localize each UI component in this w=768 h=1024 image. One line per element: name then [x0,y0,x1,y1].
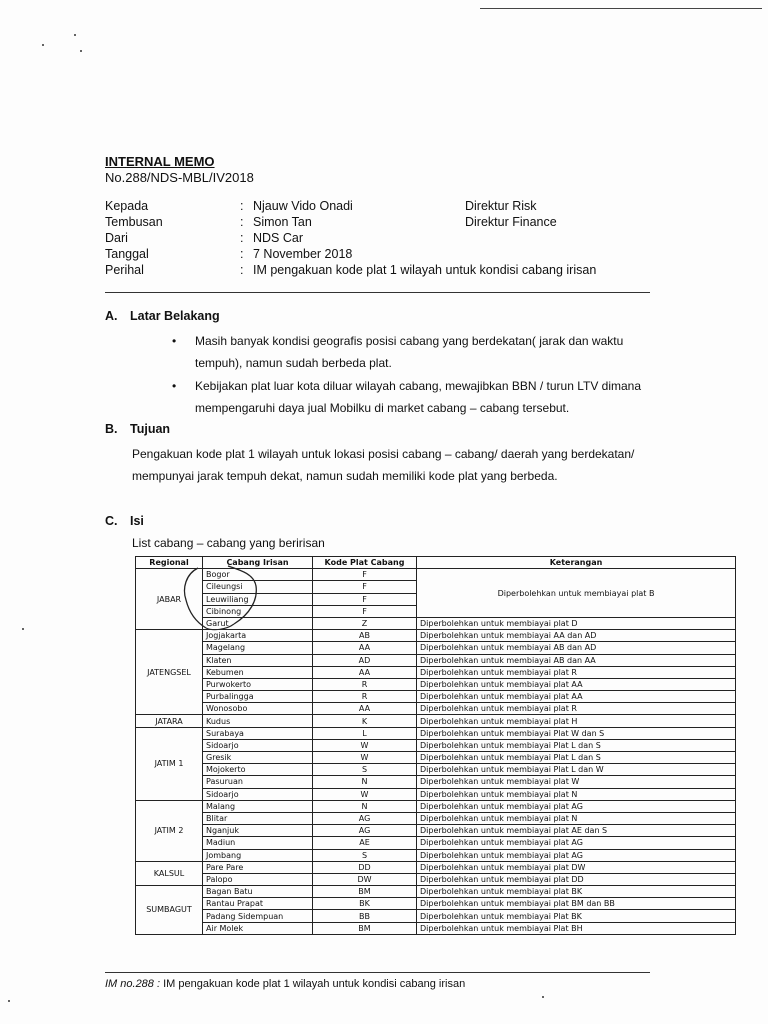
purpose-line-2: mempunyai jarak tempuh dekat, namun sudah memiliki kode plat yang berbeda. [132,469,558,483]
regional-cell: JATENGSEL [136,630,203,715]
handwritten-bracket-mark [170,564,270,634]
plate-code-cell: F [313,593,417,605]
bullet-2-line-1: Kebijakan plat luar kota diluar wilayah cabang, mewajibkan BBN / turun LTV dimana [195,379,642,393]
scan-speck [80,50,82,52]
remarks-cell: Diperbolehkan untuk membiayai plat AA [417,691,736,703]
plate-code-cell: BK [313,898,417,910]
header-position: Direktur Risk [465,199,537,213]
plate-code-cell: L [313,727,417,739]
plate-code-cell: K [313,715,417,727]
branch-cell: Garut [203,617,313,629]
section-title: Isi [130,514,144,528]
table-row [136,752,736,764]
branch-cell: Gresik [203,752,313,764]
scan-speck [8,1000,10,1002]
memo-title: INTERNAL MEMO [105,154,215,169]
remarks-cell: Diperbolehkan untuk membiayai plat AG [417,837,736,849]
table-row [136,776,736,788]
branch-cell: Bogor [203,569,313,581]
branch-cell: Surabaya [203,727,313,739]
table-row [136,727,736,739]
header-colon: : [240,263,244,277]
header-position: Direktur Finance [465,215,557,229]
table-row [136,800,736,812]
plate-code-cell: W [313,752,417,764]
branch-cell: Nganjuk [203,825,313,837]
table-row [136,691,736,703]
branch-cell: Wonosobo [203,703,313,715]
remarks-cell: Diperbolehkan untuk membiayai plat DW [417,861,736,873]
scan-speck [42,44,44,46]
remarks-cell: Diperbolehkan untuk membiayai plat R [417,666,736,678]
branch-cell: Kudus [203,715,313,727]
table-row [136,788,736,800]
remarks-cell: Diperbolehkan untuk membiayai plat H [417,715,736,727]
column-header: Kode Plat Cabang [313,557,417,569]
table-row [136,703,736,715]
table-row [136,837,736,849]
branch-cell: Sidoarjo [203,739,313,751]
header-label: Perihal [105,263,144,277]
section-letter: A. [105,309,118,323]
regional-cell: JATARA [136,715,203,727]
plate-code-cell: N [313,776,417,788]
plate-code-cell: DW [313,873,417,885]
branch-cell: Madiun [203,837,313,849]
remarks-cell: Diperbolehkan untuk membiayai AB dan AA [417,654,736,666]
branch-cell: Cibinong [203,605,313,617]
bullet-2 [195,375,641,419]
table-row [136,654,736,666]
remarks-cell: Diperbolehkan untuk membiayai Plat BK [417,910,736,922]
header-colon: : [240,215,244,229]
branch-cell: Purwokerto [203,678,313,690]
table-row [136,861,736,873]
remarks-cell: Diperbolehkan untuk membiayai Plat L dan S [417,739,736,751]
header-divider [105,292,650,293]
remarks-cell: Diperbolehkan untuk membiayai plat N [417,788,736,800]
plate-code-cell: W [313,788,417,800]
table-row [136,715,736,727]
remarks-cell: Diperbolehkan untuk membiayai plat N [417,812,736,824]
table-row [136,666,736,678]
remarks-cell: Diperbolehkan untuk membiayai plat DD [417,873,736,885]
remarks-cell: Diperbolehkan untuk membiayai Plat BH [417,922,736,934]
table-row [136,764,736,776]
column-header: Cabang Irisan [203,557,313,569]
plate-code-cell: F [313,581,417,593]
remarks-cell: Diperbolehkan untuk membiayai plat D [417,617,736,629]
list-title: List cabang – cabang yang beririsan [132,536,325,550]
branch-cell: Purbalingga [203,691,313,703]
bullet-2-line-2: mempengaruhi daya jual Mobilku di market cabang – cabang tersebut. [195,401,570,415]
remarks-cell: Diperbolehkan untuk membiayai Plat W dan S [417,727,736,739]
remarks-cell: Diperbolehkan untuk membiayai Plat L dan W [417,764,736,776]
memo-number: No.288/NDS-MBL/IV2018 [105,170,254,185]
plate-code-cell: AA [313,703,417,715]
header-value: NDS Car [253,231,304,245]
table-row [136,886,736,898]
footer-ref: IM no.288 : [105,978,161,990]
regional-cell: SUMBAGUT [136,886,203,935]
table-row [136,922,736,934]
purpose-paragraph [132,443,634,487]
scan-edge-line [480,8,762,9]
header-value: Njauw Vido Onadi [253,199,353,213]
branch-cell: Bagan Batu [203,886,313,898]
section-letter: C. [105,514,118,528]
remarks-cell: Diperbolehkan untuk membiayai plat BK [417,886,736,898]
header-value: 7 November 2018 [253,247,353,261]
remarks-cell: Diperbolehkan untuk membiayai plat W [417,776,736,788]
header-colon: : [240,231,244,245]
plate-code-cell: F [313,569,417,581]
bullet-1-line-1: Masih banyak kondisi geografis posisi cabang yang berdekatan( jarak dan waktu [195,334,624,348]
remarks-cell: Diperbolehkan untuk membiayai plat AG [417,849,736,861]
remarks-cell: Diperbolehkan untuk membiayai AA dan AD [417,630,736,642]
column-header: Regional [136,557,203,569]
purpose-line-1: Pengakuan kode plat 1 wilayah untuk lokasi posisi cabang – cabang/ daerah yang berdekatan/ [132,447,635,461]
footer [105,978,465,990]
table-row [136,825,736,837]
plate-code-cell: S [313,849,417,861]
section-title: Latar Belakang [130,309,220,323]
table-row [136,898,736,910]
bullet-dot: • [172,379,177,393]
branch-cell: Malang [203,800,313,812]
plate-code-cell: N [313,800,417,812]
remarks-cell: Diperbolehkan untuk membiayai plat AG [417,800,736,812]
plate-code-cell: BM [313,922,417,934]
branch-cell: Sidoarjo [203,788,313,800]
bullet-dot: • [172,334,177,348]
scan-speck [74,34,76,36]
plate-code-cell: AG [313,825,417,837]
scan-speck [542,996,544,998]
regional-cell: JATIM 1 [136,727,203,800]
plate-code-cell: AE [313,837,417,849]
table-row [136,739,736,751]
scan-speck [22,628,24,630]
section-title: Tujuan [130,422,171,436]
header-value: Simon Tan [253,215,312,229]
plate-code-cell: BB [313,910,417,922]
branch-cell: Cileungsi [203,581,313,593]
column-header: Keterangan [417,557,736,569]
table-row [136,910,736,922]
remarks-cell: Diperbolehkan untuk membiayai plat AE dan S [417,825,736,837]
branch-cell: Magelang [203,642,313,654]
plate-code-cell: R [313,678,417,690]
bullet-1-line-2: tempuh), namun sudah berbeda plat. [195,356,392,370]
branch-cell: Padang Sidempuan [203,910,313,922]
header-label: Dari [105,231,128,245]
regional-cell: JATIM 2 [136,800,203,861]
branch-cell: Jombang [203,849,313,861]
branch-cell: Pare Pare [203,861,313,873]
bullet-1 [195,330,623,374]
plate-code-cell: R [313,691,417,703]
plate-code-cell: S [313,764,417,776]
plate-code-cell: AA [313,666,417,678]
regional-cell: KALSUL [136,861,203,885]
branch-cell: Rantau Prapat [203,898,313,910]
remarks-cell: Diperbolehkan untuk membiayai AB dan AD [417,642,736,654]
table-row [136,873,736,885]
table-row [136,812,736,824]
branch-cell: Palopo [203,873,313,885]
table-row [136,642,736,654]
plate-code-cell: AA [313,642,417,654]
section-letter: B. [105,422,118,436]
remarks-cell: Diperbolehkan untuk membiayai plat B [417,569,736,618]
plate-code-cell: F [313,605,417,617]
remarks-cell: Diperbolehkan untuk membiayai plat AA [417,678,736,690]
header-label: Tembusan [105,215,163,229]
plate-code-cell: W [313,739,417,751]
header-label: Kepada [105,199,149,213]
plate-code-cell: DD [313,861,417,873]
plate-code-cell: AB [313,630,417,642]
branch-cell: Kebumen [203,666,313,678]
branch-cell: Blitar [203,812,313,824]
footer-divider [105,972,650,973]
plate-code-cell: AG [313,812,417,824]
table-row [136,678,736,690]
header-label: Tanggal [105,247,149,261]
branch-cell: Leuwiliang [203,593,313,605]
remarks-cell: Diperbolehkan untuk membiayai Plat L dan S [417,752,736,764]
branch-cell: Jogjakarta [203,630,313,642]
remarks-cell: Diperbolehkan untuk membiayai plat R [417,703,736,715]
header-colon: : [240,247,244,261]
plate-code-cell: BM [313,886,417,898]
branch-cell: Air Molek [203,922,313,934]
plate-code-cell: AD [313,654,417,666]
branch-cell: Klaten [203,654,313,666]
branch-cell: Pasuruan [203,776,313,788]
header-colon: : [240,199,244,213]
plate-code-cell: Z [313,617,417,629]
regional-cell: JABAR [136,569,203,630]
remarks-cell: Diperbolehkan untuk membiayai plat BM dan BB [417,898,736,910]
header-value: IM pengakuan kode plat 1 wilayah untuk kondisi cabang irisan [253,263,597,277]
footer-subject: IM pengakuan kode plat 1 wilayah untuk kondisi cabang irisan [160,978,466,990]
branch-cell: Mojokerto [203,764,313,776]
table-row [136,849,736,861]
